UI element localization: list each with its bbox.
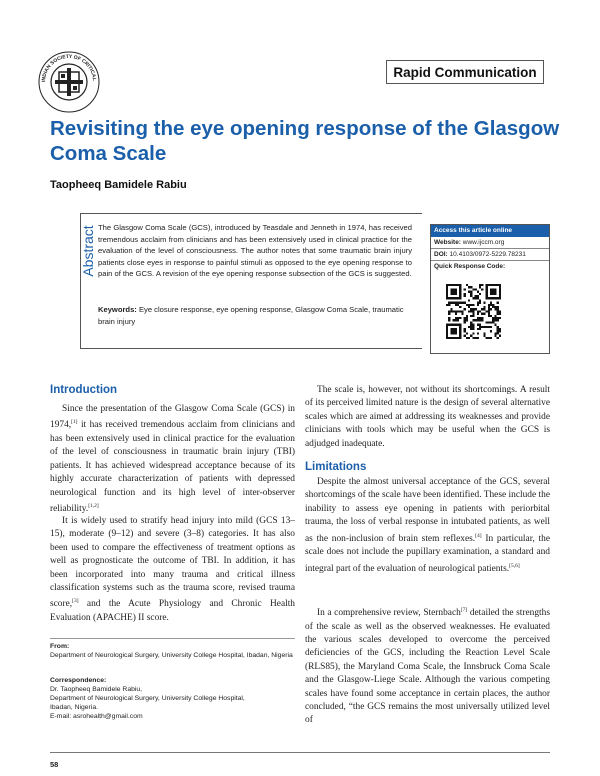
ref-marker[interactable]: [3] [72,598,79,605]
ref-marker[interactable]: [1,2] [88,502,99,509]
limitations-paragraph-2: In a comprehensive review, Sternbach[7] detailed the strengths of the scale as well as the observed weaknesses. He evaluated the various scales developed to overcome the perceived deficiencies of the GCS, including the Reaction Level Scale (RLS85), the Maryland Coma Scale, the Innsbruck Coma Scale and the Glasgow-Liege Scale. Although the various competing scales have found some acceptance in certain places, the author concluded, “the GCS remains the most universally utilized level of [305,607,550,726]
keywords [98,304,412,327]
article-title: Revisiting the eye opening response of the Glasgow Coma Scale [50,117,560,165]
logo-text: INDIAN SOCIETY OF CRITICAL [40,53,97,83]
email-link[interactable]: E-mail: asrohealth@gmail.com [50,713,143,720]
keywords-label: Keywords: [98,305,137,314]
introduction-paragraph-1: Since the presentation of the Glasgow Coma Scale (GCS) in 1974,[1] it has received tremendous acclaim from clinicians and has been extensively used in clinical practice for the evaluation of the level of consciousness in traumatic brain injury (TBI) patients. It has achieved widespread acceptance because of its highly accurate characterization of patients with depressed neurological function and its high level of inter-observer reliability.[1,2] [50,404,295,515]
access-doi: DOI: 10.4103/0972-5229.78231 [431,249,549,261]
abstract-text: The Glasgow Coma Scale (GCS), introduced by Teasdale and Jenneth in 1974, has received tremendous acclaim from clinicians and has been extensively used in clinical practice for the evaluation of the level of consciousness. The author notes that some traumatic brain injury patients close eyes in response to painful stimuli as opposed to the eye opening response to pain of the GCS. A revision of the eye opening response subsection of the GCS is suggested. [98,223,412,279]
page-bottom-rule [50,752,550,753]
doi-link[interactable]: 10.4103/0972-5229.78231 [449,251,526,258]
ref-marker[interactable]: [1] [71,419,78,426]
section-badge: Rapid Communication [386,60,544,84]
access-heading: Access this article online [431,225,549,237]
abstract-label: Abstract [80,225,96,277]
ref-marker[interactable]: [5,6] [509,562,520,569]
access-qr-label: Quick Response Code: [434,263,506,270]
footnote-correspondence: Correspondence: Dr. Taopheeq Bamidele Rabiu, Department of Neurological Surgery, University College Hospital, Ibadan, Nigeria. E-mail: asrohealth@gmail.com [50,677,245,720]
keywords-text: Eye closure response, eye opening response, Glasgow Coma Scale, traumatic brain injury [98,305,404,326]
introduction-paragraph-2: It is widely used to stratify head injury into mild (GCS 13–15), moderate (9–12) and severe (3–8) categories. It has also been used to compare the effectiveness of treatment options as well as prognosticate the outcome of TBI. In addition, it has been incorporated into many trauma and critical illness classification systems such as the trauma score, revised trauma score,[3] and the Acute Physiology and Chronic Health Evaluation (APACHE) II score. [50,516,295,623]
access-website: Website: www.ijccm.org [431,237,549,249]
footnote-from: From: Department of Neurological Surgery, University College Hospital, Ibadan, Nigeria [50,643,293,659]
website-link[interactable]: www.ijccm.org [462,239,505,246]
author-name: Taopheeq Bamidele Rabiu [50,179,187,191]
qr-code [446,284,501,339]
ref-marker[interactable]: [7] [460,607,468,613]
limitations-heading: Limitations [305,461,367,473]
footnote-divider [50,638,295,639]
journal-logo [33,46,105,118]
ref-marker[interactable]: [4] [475,532,482,539]
limitations-paragraph-1: Despite the almost universal acceptance of the GCS, several shortcomings of the scale have been identified. These include the inability to assess eye opening in patients with periorbital trauma, the loss of verbal response in intubated patients, as well as the non-inclusion of brain stem reflexes.[4] In particular, the scale does not include the pupillary examination, a standard and integral part of the evaluation of neurological patients.[5,6] [305,477,550,574]
page-number: 58 [50,760,59,769]
right-paragraph-1: The scale is, however, not without its shortcomings. A result of its perceived limited nature is the design of several alternative scales which are aimed at addressing its weaknesses and provide clinicians with tools which may be useful when the GCS is adjudged inadequate. [305,385,550,449]
introduction-heading: Introduction [50,384,118,396]
